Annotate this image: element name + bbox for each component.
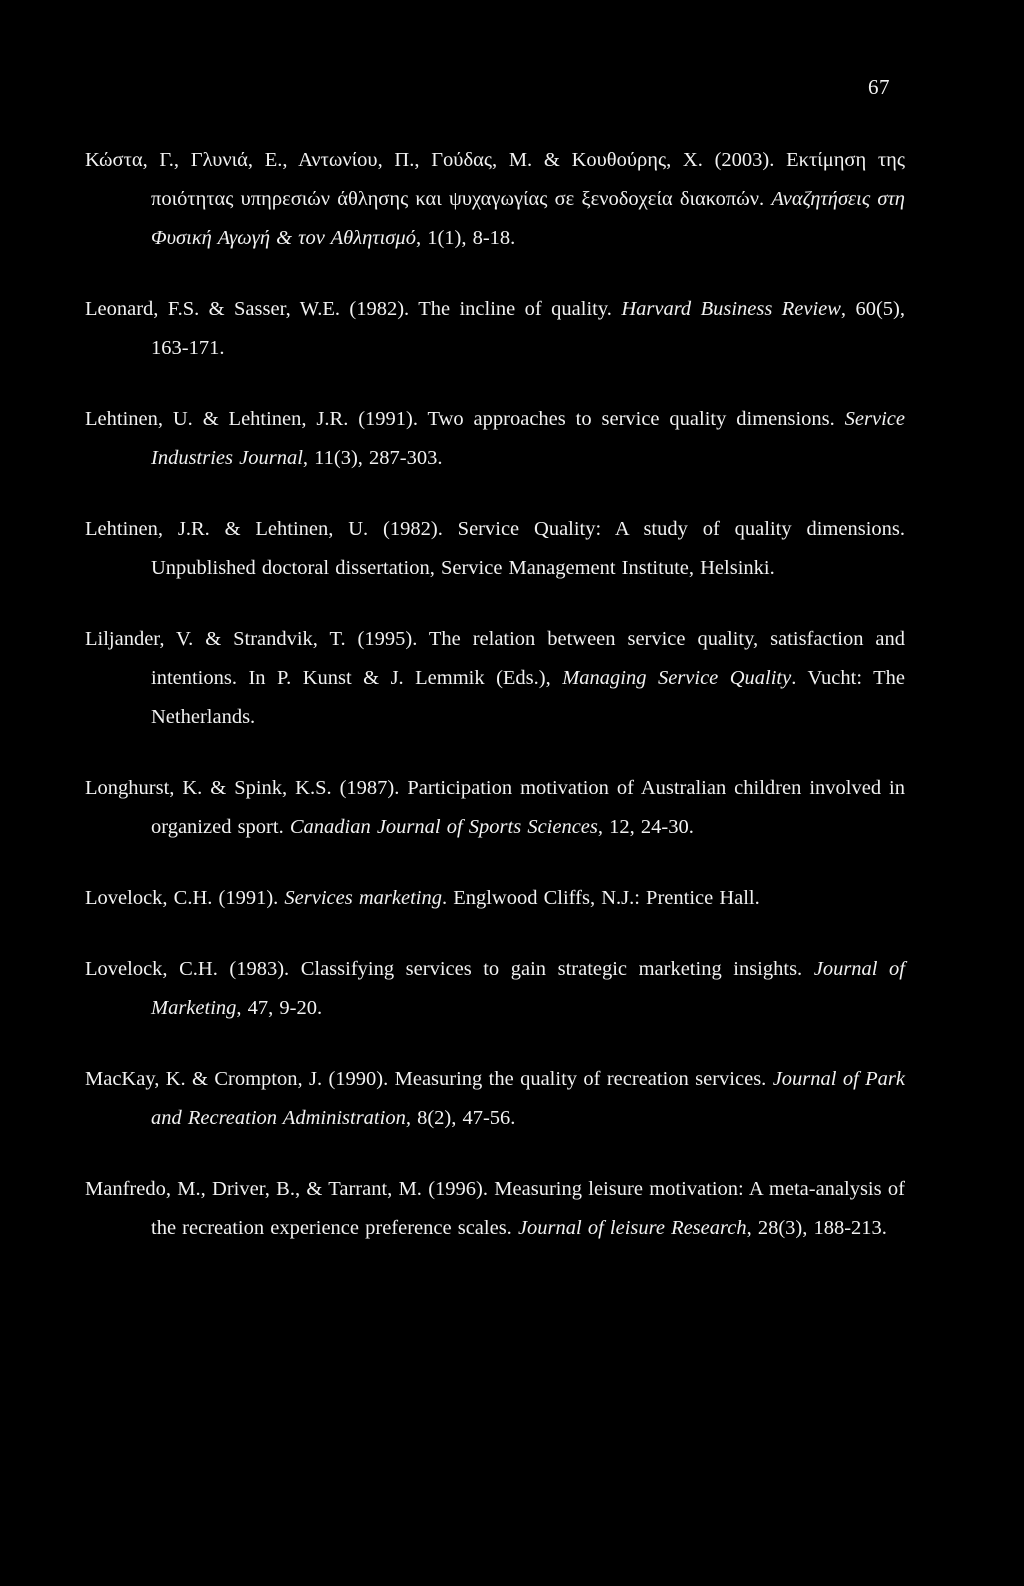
reference-details: . Englwood Cliffs, N.J.: Prentice Hall. <box>441 887 760 909</box>
reference-details: , 28(3), 188-213. <box>746 1217 887 1239</box>
reference-text: Lovelock, C.H. (1983). Classifying services to gain strategic marketing insights. <box>85 958 814 980</box>
reference-text: Liljander, V. & Strandvik, T. (1995). The relation between service quality, satisfaction and intentions. In P. Kunst & J. Lemmik (Eds.), <box>85 628 905 689</box>
reference-details: . Vucht: The Netherlands. <box>151 667 905 728</box>
page-number: 67 <box>868 75 890 99</box>
reference-entry <box>85 1060 905 1138</box>
reference-details: , 1(1), 8-18. <box>415 227 516 249</box>
reference-entry <box>85 141 905 258</box>
reference-entry <box>85 950 905 1028</box>
reference-text: Lehtinen, J.R. & Lehtinen, U. (1982). Service Quality: A study of quality dimensions. Unpublished doctoral dissertation, Service Management Institute, Helsinki. <box>85 518 905 579</box>
reference-journal: Journal of Park and Recreation Administration, <box>151 1068 905 1129</box>
reference-text: Lehtinen, U. & Lehtinen, J.R. (1991). Two approaches to service quality dimensions. <box>85 408 845 430</box>
reference-details: , 47, 9-20. <box>236 997 323 1019</box>
reference-entry <box>85 510 905 588</box>
reference-journal: Αναζητήσεις στη Φυσική Αγωγή & τον Αθλητισμό <box>151 188 905 249</box>
reference-journal: Journal of leisure Research <box>517 1217 747 1239</box>
reference-entry <box>85 769 905 847</box>
reference-entry <box>85 1170 905 1248</box>
reference-details: 8(2), 47-56. <box>410 1107 516 1129</box>
reference-entry <box>85 620 905 737</box>
reference-entry <box>85 290 905 368</box>
reference-text: Κώστα, Γ., Γλυνιά, Ε., Αντωνίου, Π., Γούδας, Μ. & Κουθούρης, Χ. (2003). Εκτίμηση της ποιότητας υπηρεσιών άθλησης και ψυχαγωγίας σε ξενοδοχεία διακοπών. <box>85 149 905 210</box>
reference-journal: Harvard Business Review <box>621 298 841 320</box>
reference-journal: Journal of Marketing <box>151 958 906 1019</box>
reference-entry <box>85 879 905 918</box>
reference-list <box>85 141 905 1280</box>
reference-details: , 12, 24-30. <box>597 816 694 838</box>
reference-details: , 60(5), 163-171. <box>151 298 905 359</box>
reference-details: , 11(3), 287-303. <box>302 447 443 469</box>
reference-text: MacKay, K. & Crompton, J. (1990). Measuring the quality of recreation services. <box>85 1068 773 1090</box>
reference-text: Manfredo, M., Driver, B., & Tarrant, M. (1996). Measuring leisure motivation: A meta-analysis of the recreation experience preference scales. <box>85 1178 905 1239</box>
reference-text: Lovelock, C.H. (1991). <box>85 887 285 909</box>
reference-journal: Canadian Journal of Sports Sciences <box>289 816 598 838</box>
reference-entry <box>85 400 905 478</box>
reference-book-title: Managing Service Quality <box>562 667 792 689</box>
reference-text: Longhurst, K. & Spink, K.S. (1987). Participation motivation of Australian children involved in organized sport. <box>85 777 905 838</box>
reference-book-title: Services marketing <box>284 887 442 909</box>
reference-journal: Service Industries Journal <box>151 408 905 469</box>
reference-text: Leonard, F.S. & Sasser, W.E. (1982). The incline of quality. <box>85 298 622 320</box>
